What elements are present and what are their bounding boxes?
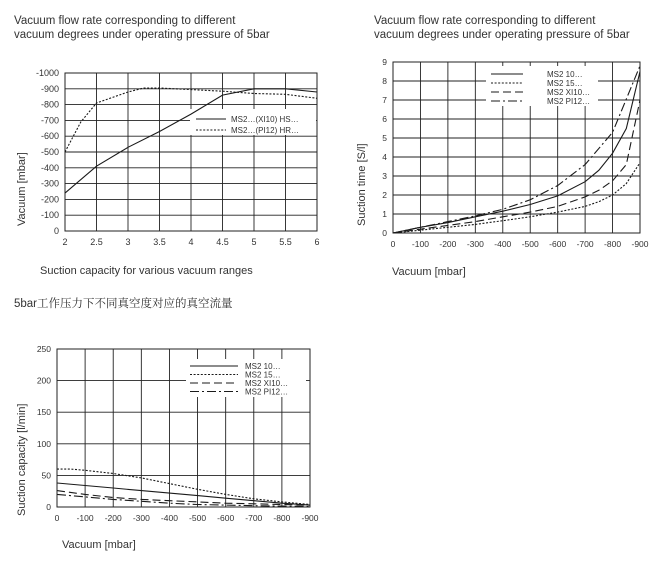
y-tick-label: 8 — [382, 76, 387, 86]
x-tick-label: 5 — [251, 237, 257, 247]
y-tick-label: -300 — [40, 178, 59, 189]
x-tick-label: 3 — [125, 237, 131, 247]
x-tick-label: 4 — [188, 237, 194, 247]
x-tick-label: -800 — [273, 513, 291, 523]
chart3-xlabel: Vacuum [mbar] — [62, 539, 136, 551]
y-tick-label: -400 — [40, 162, 59, 173]
x-tick-label: 2.5 — [90, 237, 103, 247]
y-tick-label: 3 — [382, 171, 387, 181]
x-tick-label: -100 — [76, 513, 94, 523]
chart1-xlabel: Suction capacity for various vacuum ranges — [40, 265, 253, 277]
y-tick-label: 7 — [382, 95, 387, 105]
series-line-2 — [393, 163, 640, 233]
legend-label: MS2 10… — [245, 362, 281, 371]
x-tick-label: 0 — [54, 513, 60, 523]
chart-2 — [382, 57, 649, 249]
x-tick-label: -200 — [104, 513, 122, 523]
legend-label: MS2 PI12… — [547, 97, 591, 106]
y-tick-label: 2 — [382, 190, 387, 200]
y-tick-label: 0 — [53, 226, 59, 236]
y-tick-label: -800 — [40, 99, 59, 110]
chart3-title: 5bar工作压力下不同真空度对应的真空流量 — [14, 298, 233, 310]
x-tick-label: -600 — [217, 513, 235, 523]
chart2-xlabel: Vacuum [mbar] — [392, 266, 466, 278]
legend-label: MS2…(PI12) HR… — [231, 126, 300, 135]
legend-label: MS2 15… — [547, 79, 583, 88]
y-tick-label: 100 — [36, 438, 51, 449]
x-tick-label: -200 — [439, 239, 457, 249]
x-tick-label: -700 — [576, 239, 594, 249]
series-line-3 — [393, 100, 640, 233]
chart2-ylabel: Suction time [S/l] — [356, 143, 368, 226]
y-tick-label: -1000 — [35, 68, 59, 78]
y-tick-label: 4 — [382, 152, 387, 162]
x-tick-label: -900 — [631, 239, 649, 249]
chart1-ylabel: Vacuum [mbar] — [16, 152, 28, 226]
x-tick-label: -700 — [245, 513, 263, 523]
x-tick-label: -900 — [301, 513, 319, 523]
x-tick-label: 2 — [62, 237, 68, 247]
chart-1 — [36, 68, 320, 247]
y-tick-label: 1 — [382, 209, 387, 219]
x-tick-label: -100 — [411, 239, 429, 249]
x-tick-label: -300 — [466, 239, 484, 249]
x-tick-label: 3.5 — [153, 237, 166, 247]
x-tick-label: -400 — [160, 513, 178, 523]
legend-label: MS2 10… — [547, 70, 583, 79]
y-tick-label: -900 — [40, 83, 59, 94]
legend-label: MS2 PI12… — [245, 387, 289, 397]
x-tick-label: 6 — [314, 237, 320, 247]
y-tick-label: 250 — [36, 344, 51, 354]
legend-label: MS2 XI10… — [547, 88, 591, 97]
x-tick-label: 5.5 — [279, 237, 292, 247]
y-tick-label: 50 — [41, 470, 51, 481]
x-tick-label: -800 — [604, 239, 622, 249]
y-tick-label: -700 — [40, 115, 59, 126]
x-tick-label: -300 — [132, 513, 150, 523]
legend-label: MS2 15… — [245, 370, 281, 380]
y-tick-label: 5 — [382, 133, 387, 143]
legend-label: MS2…(XI10) HS… — [231, 115, 299, 124]
legend-label: MS2 XI10… — [245, 379, 289, 388]
x-tick-label: -500 — [521, 239, 539, 249]
y-tick-label: -600 — [40, 131, 59, 142]
chart1-title-line2: vacuum degrees under operating pressure of 5bar — [14, 29, 270, 41]
y-tick-label: 0 — [382, 228, 387, 238]
x-tick-label: -500 — [189, 513, 207, 523]
x-tick-label: 4.5 — [216, 237, 229, 247]
y-tick-label: -200 — [40, 194, 59, 205]
y-tick-label: 9 — [382, 57, 387, 67]
chart1-title-line1: Vacuum flow rate corresponding to different — [14, 15, 236, 27]
y-tick-label: 200 — [36, 375, 51, 386]
chart-3 — [37, 344, 319, 523]
y-tick-label: -500 — [40, 147, 59, 157]
y-tick-label: 150 — [36, 407, 51, 418]
x-tick-label: -400 — [494, 239, 512, 249]
chart2-title-line1: Vacuum flow rate corresponding to different — [374, 15, 596, 27]
y-tick-label: 6 — [382, 114, 387, 124]
y-tick-label: -100 — [40, 210, 59, 221]
y-tick-label: 0 — [46, 502, 51, 512]
x-tick-label: -600 — [549, 239, 567, 249]
chart2-title-line2: vacuum degrees under operating pressure of 5bar — [374, 29, 630, 41]
x-tick-label: 0 — [390, 239, 396, 249]
chart3-ylabel: Suction capacity [l/min] — [16, 403, 28, 516]
